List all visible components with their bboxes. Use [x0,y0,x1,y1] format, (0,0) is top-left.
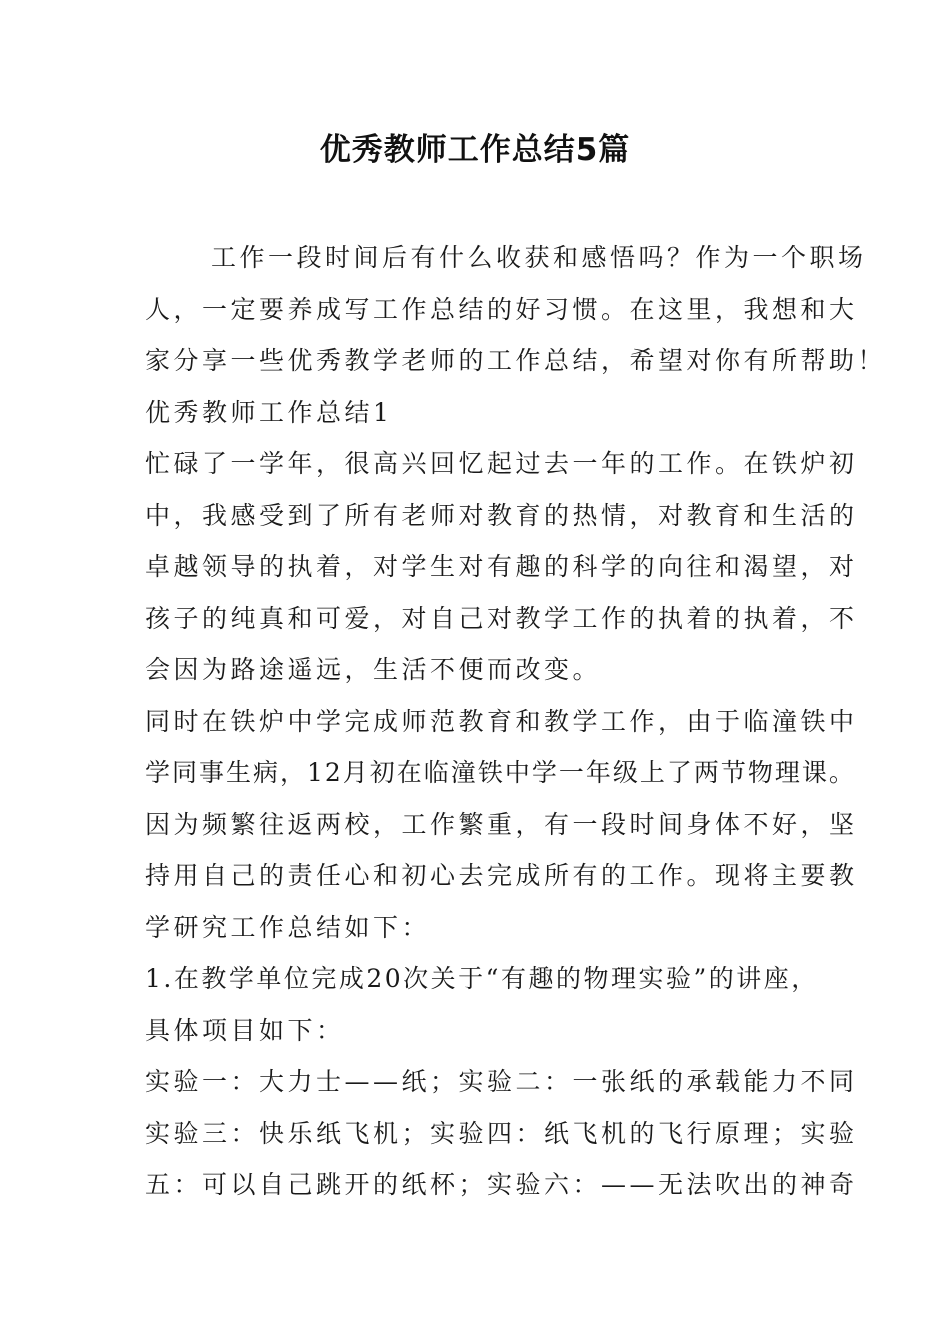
paragraph-line: 卓越领导的执着，对学生对有趣的科学的向往和渴望，对 [145,552,858,581]
paragraph-line: 人，一定要养成写工作总结的好习惯。在这里，我想和大 [145,294,858,324]
paragraph-line: 因为频繁往返两校，工作繁重，有一段时间身体不好，坚 [145,809,858,839]
paragraph-line: 持用自己的责任心和初心去完成所有的工作。现将主要教 [145,861,858,890]
paragraph-line: 孩子的纯真和可爱，对自己对教学工作的执着的执着，不 [145,603,858,633]
document-title: 优秀教师工作总结5篇 [319,132,631,168]
section-heading: 优秀教师工作总结1 [145,397,393,427]
paragraph-line: 五：可以自己跳开的纸杯；实验六：——无法吹出的神奇 [145,1170,858,1199]
paragraph-line: 会因为路途遥远，生活不便而改变。 [145,655,602,684]
paragraph-line: 学同事生病，12月初在临潼铁中学一年级上了两节物理课。 [145,758,856,787]
paragraph-line: 学研究工作总结如下： [145,912,431,942]
paragraph-line: 家分享一些优秀教学老师的工作总结，希望对你有所帮助！ [145,346,887,375]
list-item-line: 具体项目如下： [145,1015,345,1045]
paragraph-line: 实验一：大力士——纸；实验二：一张纸的承载能力不同 [145,1067,858,1096]
paragraph-line: 中，我感受到了所有老师对教育的热情，对教育和生活的 [145,500,858,530]
paragraph-line: 同时在铁炉中学完成师范教育和教学工作，由于临潼铁中 [145,706,858,736]
paragraph-line: 工作一段时间后有什么收获和感悟吗？作为一个职场 [211,243,867,272]
list-item-line: 1.在教学单位完成20次关于“有趣的物理实验”的讲座， [145,964,819,993]
paragraph-line: 忙碌了一学年，很高兴回忆起过去一年的工作。在铁炉初 [145,449,858,478]
paragraph-line: 实验三：快乐纸飞机；实验四：纸飞机的飞行原理；实验 [145,1118,858,1148]
document-body [145,236,887,1215]
